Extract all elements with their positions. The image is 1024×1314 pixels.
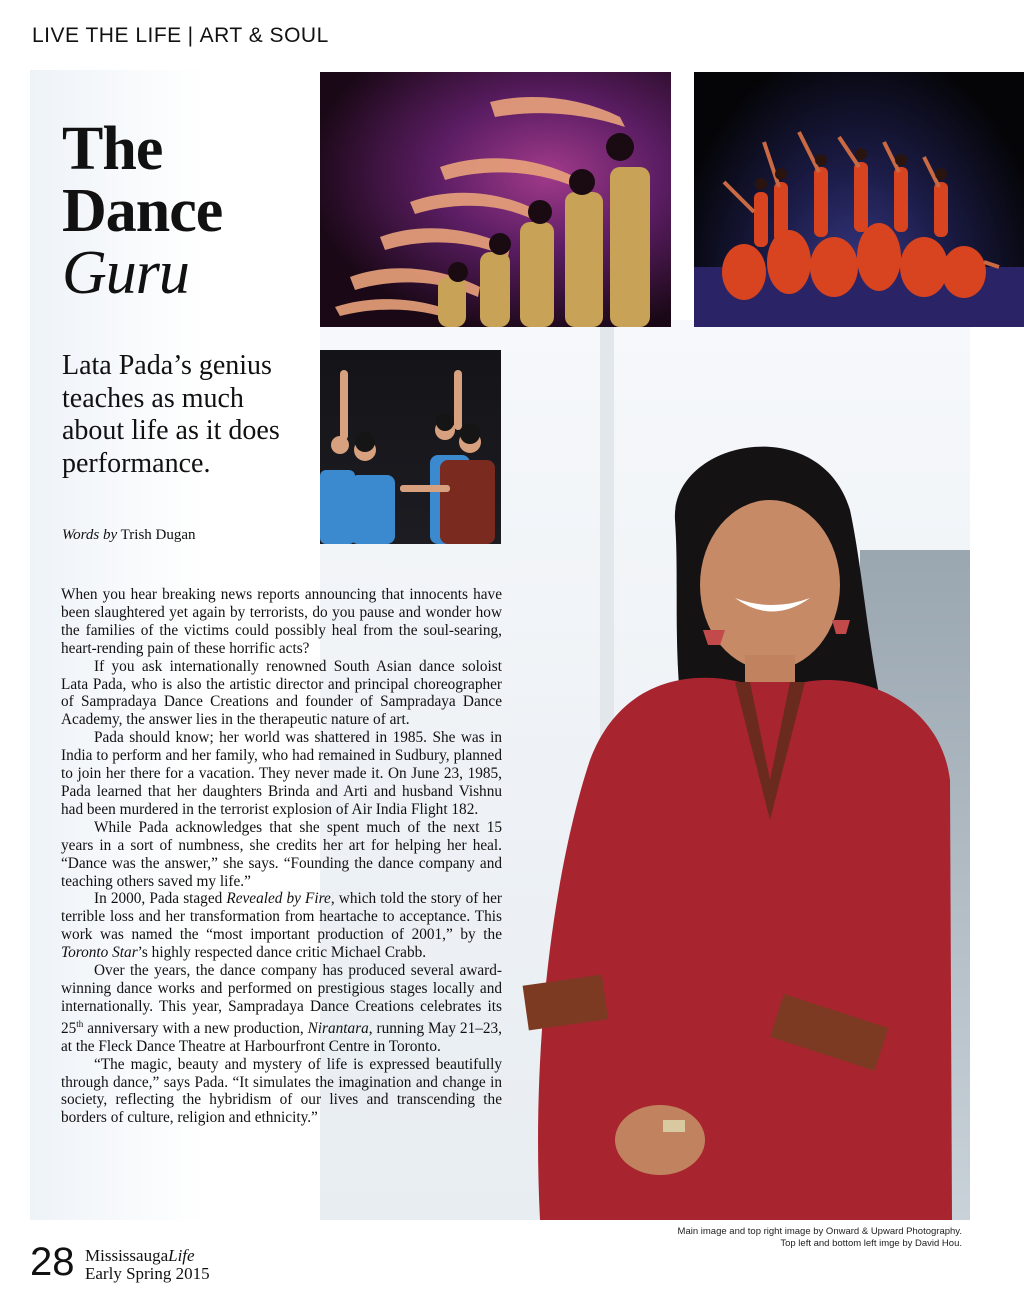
p5-text-e: ’s highly respected dance critic Michael Crabb. xyxy=(137,944,427,962)
byline-label: Words by xyxy=(62,527,118,543)
photo-dance-class xyxy=(320,350,501,544)
photo-main-portrait xyxy=(520,420,965,1220)
dancers-purple-illustration xyxy=(320,72,671,327)
p5-text-c: , which told the story of her terrible loss and her transformation from heartache to acceptance. This work was named the “most important production of 2001,” by the xyxy=(61,890,502,944)
section-header xyxy=(32,24,329,48)
portrait-illustration xyxy=(520,420,965,1220)
p6-text-d: , running May 21–23, at the Fleck Dance Theatre at Harbourfront Centre in Toronto. xyxy=(61,1019,502,1055)
p6-production-title: Nirantara xyxy=(307,1019,369,1037)
photo-credit-line-1: Main image and top right image by Onward & Upward Photography. xyxy=(677,1226,962,1237)
photo-credits xyxy=(640,1226,962,1249)
byline xyxy=(62,527,196,544)
paragraph-4: While Pada acknowledges that she spent much of the next 15 years in a sort of numbness, she credits her art for helping her heal. “Dance was the answer,” she says. “Founding the dance company and teaching others saved my life.” xyxy=(61,818,502,890)
magazine-folio xyxy=(85,1247,210,1283)
photo-dancers-red xyxy=(694,72,1024,327)
photo-dancers-purple xyxy=(320,72,671,327)
magazine-name-roman: Mississauga xyxy=(85,1246,169,1265)
paragraph-6 xyxy=(61,962,502,1056)
photo-credit-line-2: Top left and bottom left imge by David Hou. xyxy=(780,1237,962,1249)
paragraph-7: “The magic, beauty and mystery of life is expressed beautifully through dance,” says Pada. “It simulates the imagination and change in society, reflecting the hybridism of our lives and transcending the borders of culture, religion and ethnicity.” xyxy=(61,1055,502,1127)
section-label: LIVE THE LIFE xyxy=(32,24,182,47)
magazine-name-italic: Life xyxy=(168,1246,195,1265)
p6-text-a: Over the years, the dance company has produced several award-winning dance works and performed on prestigious stages locally and internationally. This year, Sampradaya Dance Creations celebrates its 25 xyxy=(61,962,502,1037)
title-line-1: The xyxy=(62,115,163,183)
dance-class-illustration xyxy=(320,350,501,544)
page-number: 28 xyxy=(30,1240,75,1284)
p5-newspaper-title: Toronto Star xyxy=(61,944,138,962)
issue-date: Early Spring 2015 xyxy=(85,1264,210,1283)
p6-text-b: anniversary with a new production, xyxy=(83,1019,308,1037)
section-separator: | xyxy=(187,24,194,47)
article-body xyxy=(61,586,502,1127)
article-title xyxy=(62,115,223,307)
title-line-2: Dance xyxy=(62,177,223,245)
paragraph-5 xyxy=(61,890,502,962)
subsection-label: ART & SOUL xyxy=(199,24,329,47)
dancers-red-illustration xyxy=(694,72,1024,327)
paragraph-3: Pada should know; her world was shattered in 1985. She was in India to perform and her family, who had remained in Sudbury, planned to join her there for a vacation. They never made it. On June 23, 1985, Pada learned that her daughters Brinda and Arti and husband Vishnu had been murdered in the terrorist explosion of Air India Flight 182. xyxy=(61,729,502,818)
byline-author: Trish Dugan xyxy=(120,527,196,543)
paragraph-2: If you ask internationally renowned South Asian dance soloist Lata Pada, who is also the artistic director and principal choreographer of Sampradaya Dance Creations and founder of Sampradaya Dance Academy, the answer lies in the therapeutic nature of art. xyxy=(61,657,502,729)
p5-production-title: Revealed by Fire xyxy=(226,890,331,908)
magazine-name xyxy=(85,1247,210,1265)
article-deck: Lata Pada’s genius teaches as much about life as it does performance. xyxy=(62,350,280,479)
p6-ordinal: th xyxy=(76,1018,84,1029)
title-line-3: Guru xyxy=(62,239,189,307)
p5-text-a: In 2000, Pada staged xyxy=(94,890,227,908)
paragraph-1: When you hear breaking news reports announcing that innocents have been slaughtered yet again by terrorists, do you pause and wonder how the families of the victims could possibly heal from the soul-searing, heart-rending pain of these horrific acts? xyxy=(61,586,502,657)
